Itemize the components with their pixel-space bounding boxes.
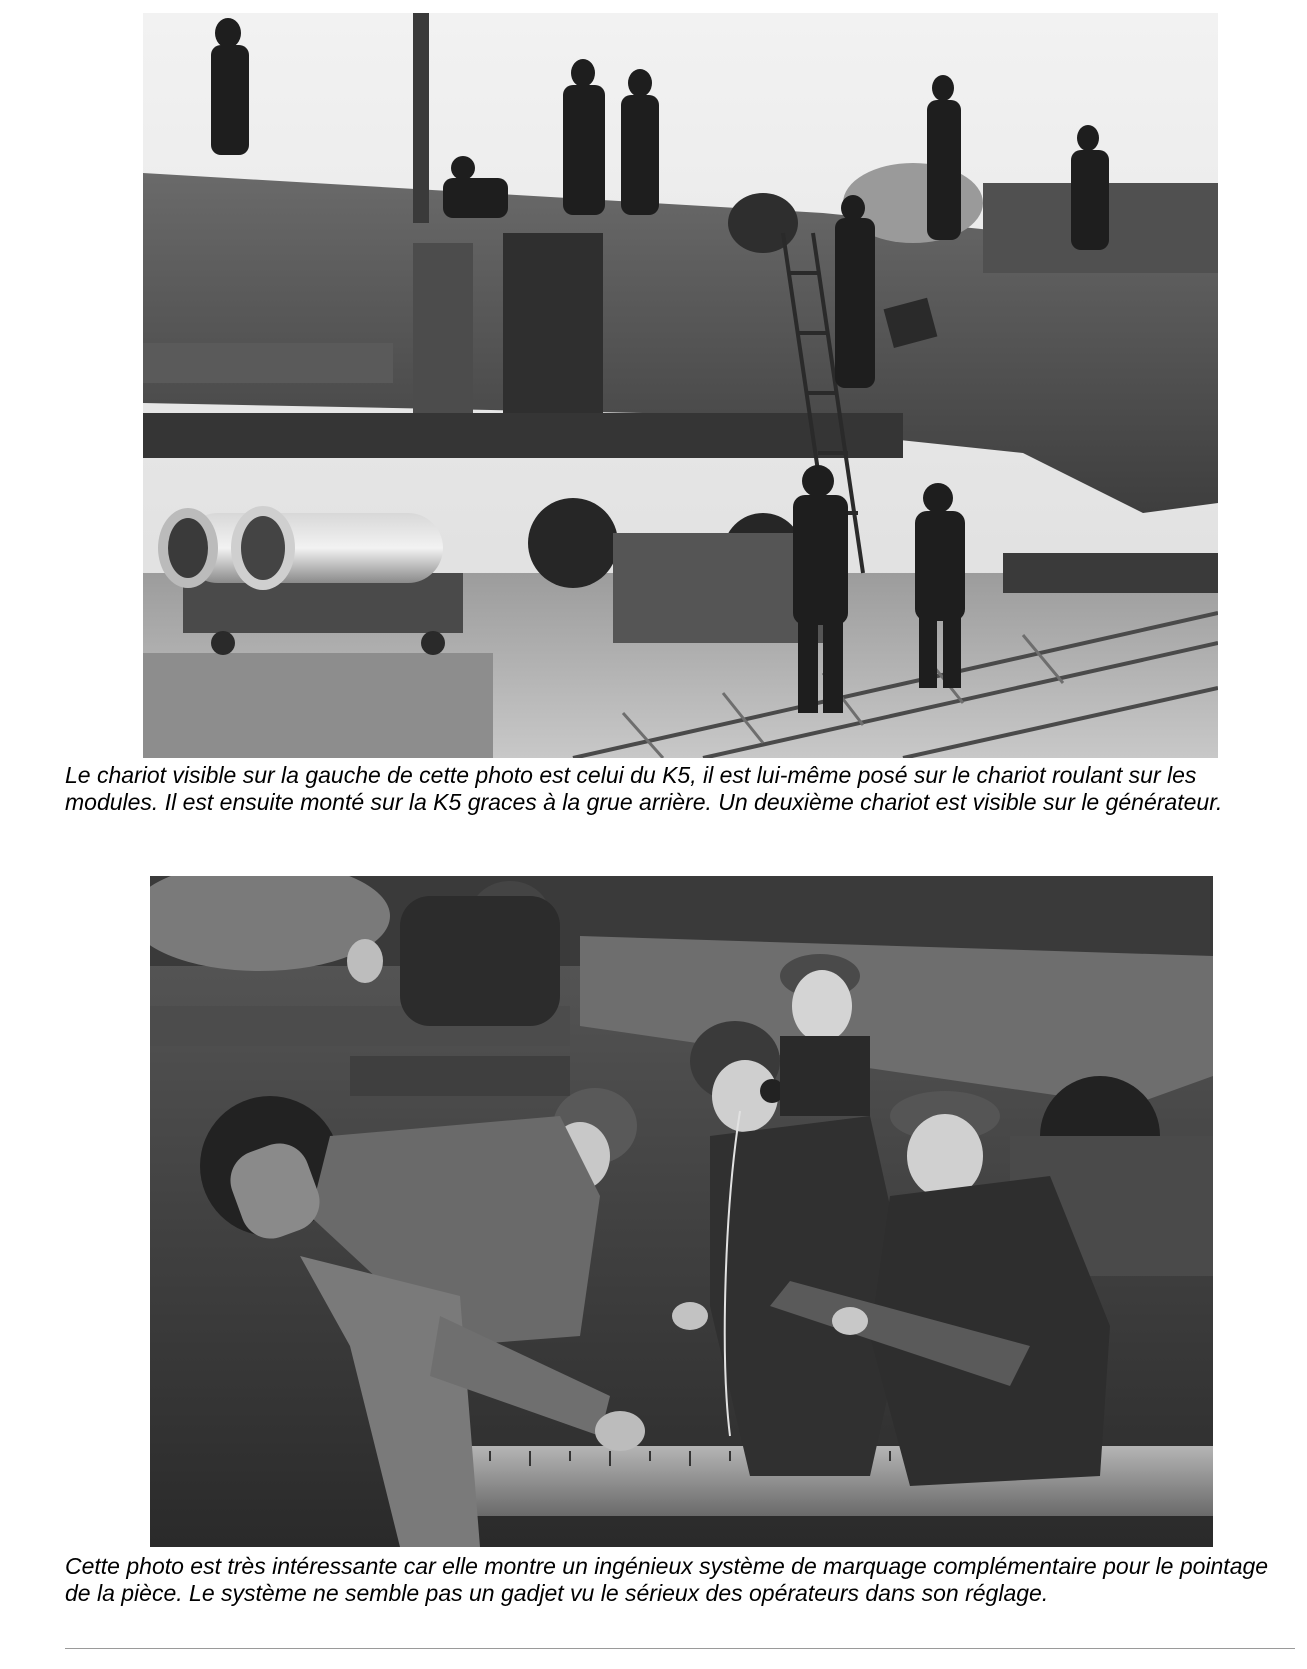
photo-railway-carriage-crew bbox=[143, 13, 1218, 758]
photo-1-rendering bbox=[143, 13, 1218, 758]
horizontal-divider bbox=[65, 1648, 1295, 1649]
photo-soldiers-marking-system bbox=[150, 876, 1213, 1547]
caption-photo-1: Le chariot visible sur la gauche de cette photo est celui du K5, il est lui-même posé sur le chariot roulant sur les modules. Il est ensuite monté sur la K5 graces à la grue arrière. Un deuxième chariot est visible sur le générateur. bbox=[65, 762, 1223, 815]
caption-photo-2: Cette photo est très intéressante car elle montre un ingénieux système de marquage complémentaire pour le pointage de la pièce. Le système ne semble pas un gadjet vu le sérieux des opérateurs dans son réglage. bbox=[65, 1553, 1269, 1606]
photo-2-rendering bbox=[150, 876, 1213, 1547]
